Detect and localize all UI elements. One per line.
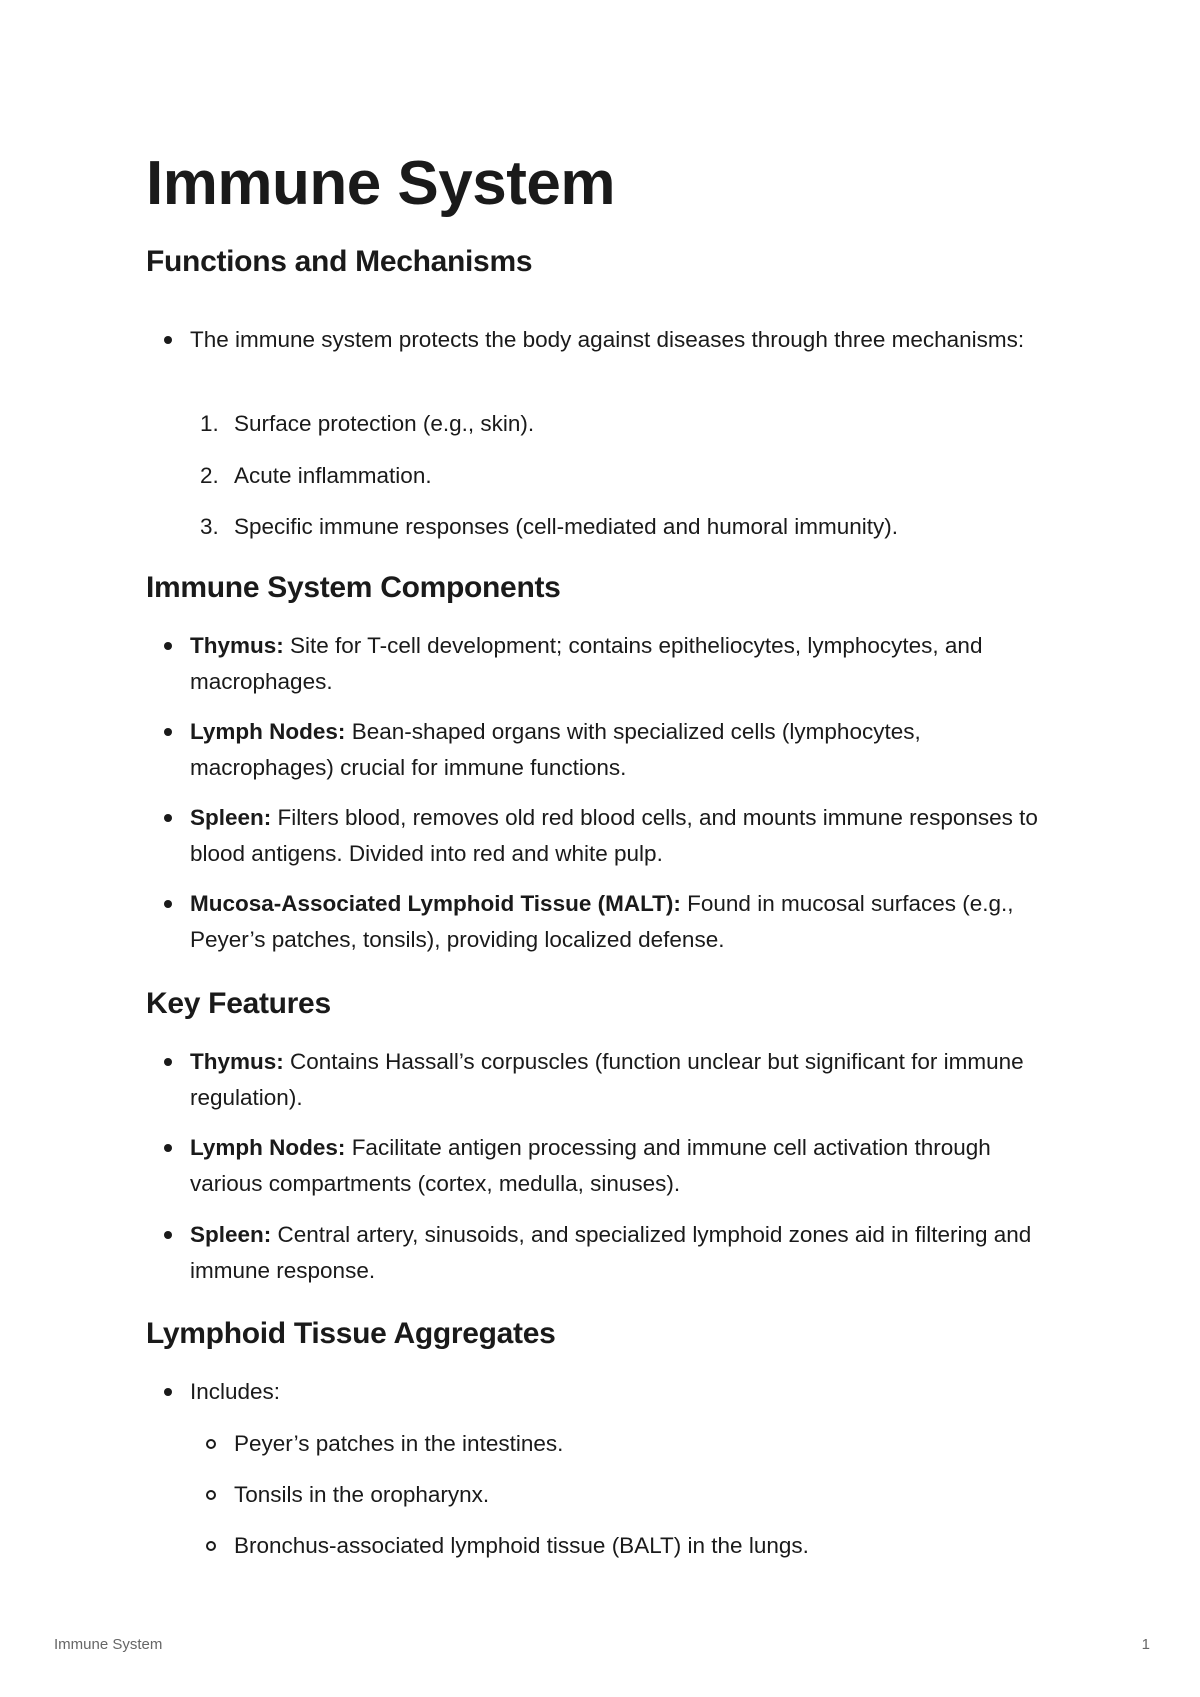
section-heading-aggregates: Lymphoid Tissue Aggregates	[146, 1317, 556, 1350]
section-heading-features: Key Features	[146, 987, 331, 1020]
numbered-item: 1. Surface protection (e.g., skin).	[200, 411, 535, 436]
list-item: Mucosa-Associated Lymphoid Tissue (MALT): Found in mucosal surfaces (e.g., Peyer’s patches, tonsils), providing localized defense.	[190, 886, 1060, 958]
list-item: Lymph Nodes: Facilitate antigen processing and immune cell activation through various compartments (cortex, medulla, sinuses).	[190, 1130, 1060, 1202]
bullet-icon	[164, 1144, 172, 1152]
list-item: The immune system protects the body against diseases through three mechanisms:	[190, 322, 1060, 358]
list-item: Spleen: Central artery, sinusoids, and specialized lymphoid zones aid in filtering and immune response.	[190, 1217, 1060, 1289]
bullet-icon	[164, 1231, 172, 1239]
bullet-icon	[164, 814, 172, 822]
bullet-icon	[164, 642, 172, 650]
hollow-bullet-icon	[206, 1439, 216, 1449]
section-heading-functions: Functions and Mechanisms	[146, 245, 533, 278]
list-item: Thymus: Contains Hassall’s corpuscles (function unclear but significant for immune regulation).	[190, 1044, 1060, 1116]
list-item: Spleen: Filters blood, removes old red blood cells, and mounts immune responses to blood antigens. Divided into red and white pulp.	[190, 800, 1060, 872]
bullet-icon	[164, 900, 172, 908]
sub-list-item: Tonsils in the oropharynx.	[234, 1477, 1064, 1513]
sub-list-item: Peyer’s patches in the intestines.	[234, 1426, 1064, 1462]
bullet-icon	[164, 336, 172, 344]
bullet-icon	[164, 1388, 172, 1396]
list-item: Lymph Nodes: Bean-shaped organs with specialized cells (lymphocytes, macrophages) crucial for immune functions.	[190, 714, 1060, 786]
sub-list-item: Bronchus-associated lymphoid tissue (BALT) in the lungs.	[234, 1528, 1064, 1564]
footer-doc-name: Immune System	[54, 1636, 163, 1653]
numbered-item: 3. Specific immune responses (cell-mediated and humoral immunity).	[200, 514, 899, 539]
hollow-bullet-icon	[206, 1490, 216, 1500]
bullet-icon	[164, 1058, 172, 1066]
section-heading-components: Immune System Components	[146, 571, 561, 604]
numbered-item: 2. Acute inflammation.	[200, 463, 432, 488]
bullet-icon	[164, 728, 172, 736]
page-title: Immune System	[146, 149, 616, 218]
list-item: Includes:	[190, 1374, 1060, 1410]
footer-page-number: 1	[1141, 1636, 1150, 1653]
hollow-bullet-icon	[206, 1541, 216, 1551]
list-item: Thymus: Site for T-cell development; contains epitheliocytes, lymphocytes, and macrophages.	[190, 628, 1060, 700]
